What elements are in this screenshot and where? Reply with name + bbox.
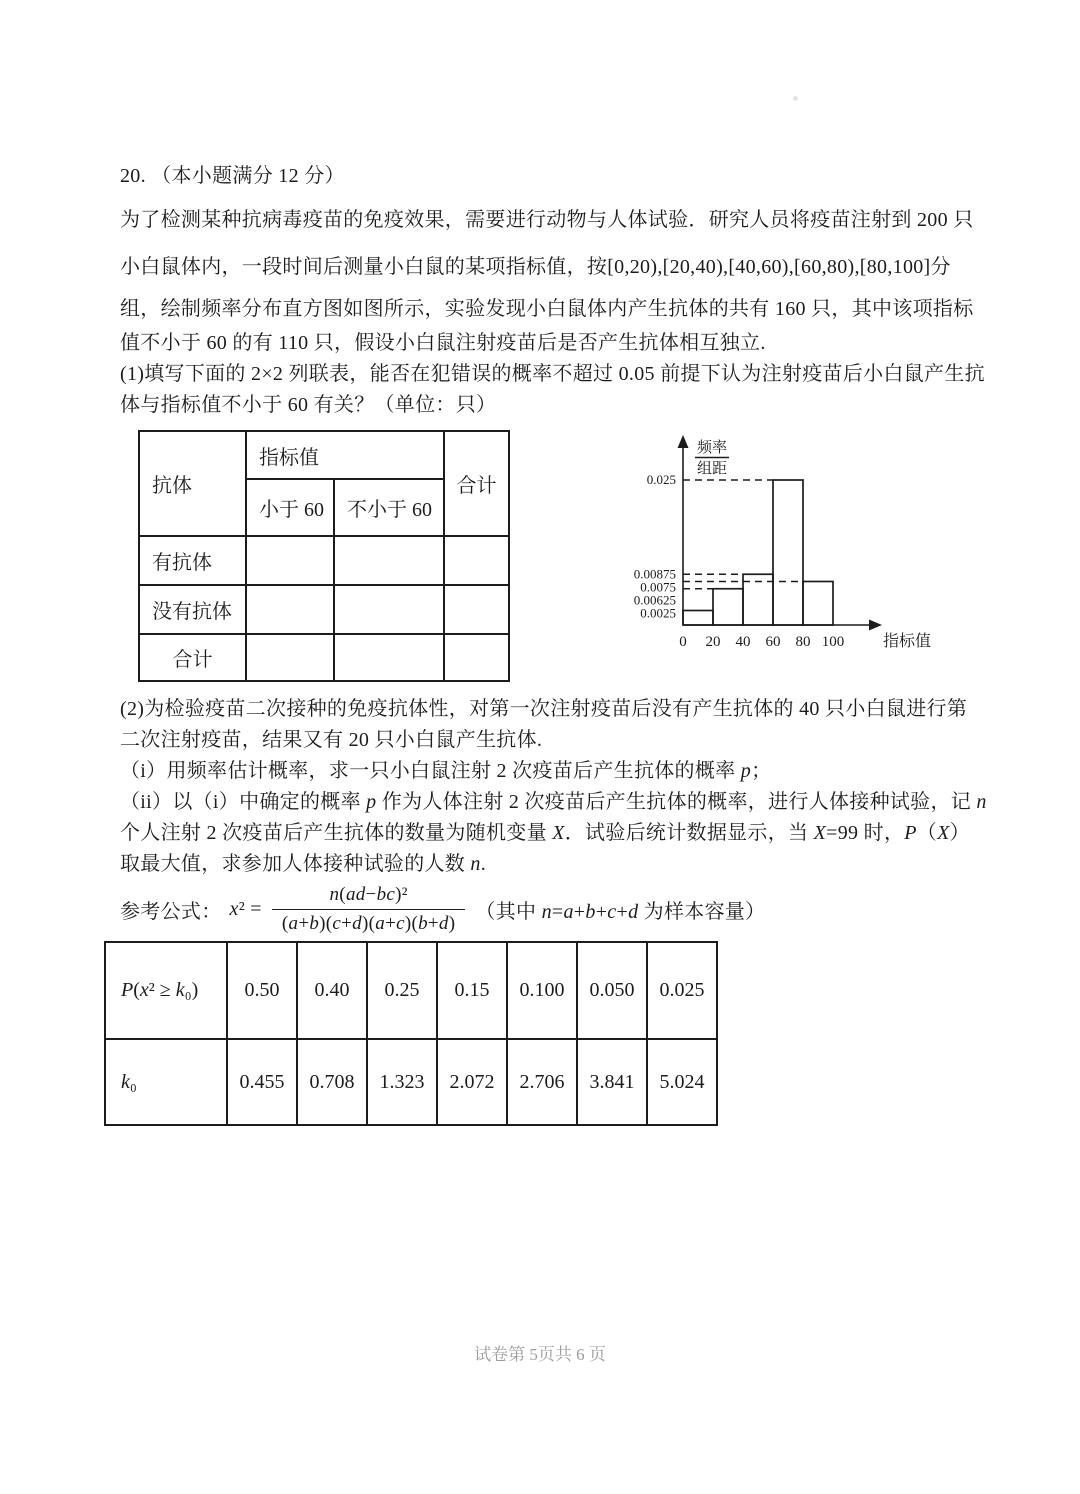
empty-cell (444, 585, 509, 634)
part1-line: 体与指标值不小于 60 有关？（单位：只） (120, 394, 497, 416)
svg-text:0: 0 (679, 634, 687, 650)
part2-line: 个人注射 2 次疫苗后产生抗体的数量为随机变量 X．试验后统计数据显示，当 X=99 时，P（X） (120, 822, 970, 844)
empty-cell (444, 634, 509, 681)
svg-text:0.00875: 0.00875 (633, 566, 676, 582)
svg-text:0.0075: 0.0075 (640, 579, 676, 595)
empty-cell (246, 585, 334, 634)
col-label-ge60: 不小于 60 (334, 479, 444, 536)
part2-line: 二次注射疫苗，结果又有 20 只小白鼠产生抗体. (120, 729, 543, 751)
part1-line: (1)填写下面的 2×2 列联表，能否在犯错误的概率不超过 0.05 前提下认为注射疫苗后小白鼠产生抗 (120, 363, 985, 385)
prob-value: 0.25 (367, 942, 437, 1039)
k0-value: 5.024 (647, 1039, 717, 1125)
row-label-total: 合计 (139, 634, 246, 681)
intro-line: 小白鼠体内，一段时间后测量小白鼠的某项指标值，按[0,20),[20,40),[40,60),[60,80),[80,100]分 (120, 256, 951, 278)
empty-cell (246, 634, 334, 681)
intro-line: 值不小于 60 的有 110 只，假设小白鼠注射疫苗后是否产生抗体相互独立. (120, 332, 766, 354)
svg-text:组距: 组距 (696, 461, 728, 477)
part2-line: （i）用频率估计概率，求一只小白鼠注射 2 次疫苗后产生抗体的概率 p； (120, 760, 772, 782)
empty-cell (444, 536, 509, 585)
k0-value: 1.323 (367, 1039, 437, 1125)
svg-text:0.025: 0.025 (646, 472, 676, 487)
scan-speck (793, 96, 798, 101)
prob-value: 0.100 (507, 942, 577, 1039)
svg-text:80: 80 (795, 634, 811, 650)
corner-label: 抗体 (139, 431, 246, 536)
page-footer: 试卷第 5页共 6 页 (474, 1345, 606, 1364)
svg-text:0.0025: 0.0025 (640, 605, 676, 621)
part2-line: (2)为检验疫苗二次接种的免疫抗体性，对第一次注射疫苗后没有产生抗体的 40 只小白鼠进行第 (120, 698, 968, 720)
problem-20-block (120, 161, 987, 1126)
empty-cell (334, 634, 444, 681)
critical-values-table (104, 941, 718, 1126)
empty-cell (334, 585, 444, 634)
formula-fraction (272, 884, 465, 935)
k0-value: 0.708 (297, 1039, 367, 1125)
formula-note: （其中 n=a+b+c+d 为样本容量） (475, 901, 766, 923)
row-label-no-antibody: 没有抗体 (139, 585, 246, 634)
k0-value: 2.072 (437, 1039, 507, 1125)
svg-text:60: 60 (765, 634, 781, 650)
part2-line: 取最大值，求参加人体接种试验的人数 n. (120, 853, 487, 875)
prob-value: 0.15 (437, 942, 507, 1039)
contingency-table (138, 430, 510, 682)
svg-text:100: 100 (821, 634, 845, 650)
col-group-label: 指标值 (246, 431, 444, 479)
k0-value: 3.841 (577, 1039, 647, 1125)
formula-numerator: n(ad−bc)² (329, 884, 408, 905)
prob-value: 0.50 (227, 942, 297, 1039)
svg-text:频率: 频率 (696, 440, 728, 456)
problem-number: 20. （本小题满分 12 分） (120, 165, 345, 187)
svg-text:40: 40 (735, 634, 751, 650)
k0-value: 0.455 (227, 1039, 297, 1125)
formula-lhs: x² = (229, 898, 262, 920)
prob-value: 0.40 (297, 942, 367, 1039)
frequency-histogram-chart (598, 430, 943, 670)
row-label-has-antibody: 有抗体 (139, 536, 246, 585)
formula-denominator: (a+b)(c+d)(a+c)(b+d) (272, 909, 465, 935)
col-label-lt60: 小于 60 (246, 479, 334, 536)
part2-block (120, 694, 987, 880)
svg-text:指标值: 指标值 (883, 633, 932, 650)
svg-text:0.00625: 0.00625 (633, 592, 676, 608)
prob-row-label: P(x² ≥ k₀) (105, 942, 227, 1039)
empty-cell (246, 536, 334, 585)
k0-value: 2.706 (507, 1039, 577, 1125)
k0-row-label: k₀ (105, 1039, 227, 1125)
formula-label: 参考公式： (120, 901, 222, 923)
intro-line: 组，绘制频率分布直方图如图所示，实验发现小白鼠体内产生抗体的共有 160 只，其中该项指标 (120, 298, 974, 320)
histogram-figure (598, 430, 943, 675)
total-col-label: 合计 (444, 431, 509, 536)
table-and-chart-row (120, 430, 972, 682)
empty-cell (334, 536, 444, 585)
part2-line: （ii）以（i）中确定的概率 p 作为人体注射 2 次疫苗后产生抗体的概率，进行人体接种试验，记 n (120, 791, 987, 813)
reference-formula (120, 884, 972, 935)
intro-line: 为了检测某种抗病毒疫苗的免疫效果，需要进行动物与人体试验．研究人员将疫苗注射到 200 只 (120, 209, 974, 231)
prob-value: 0.050 (577, 942, 647, 1039)
prob-value: 0.025 (647, 942, 717, 1039)
svg-text:20: 20 (705, 634, 721, 650)
